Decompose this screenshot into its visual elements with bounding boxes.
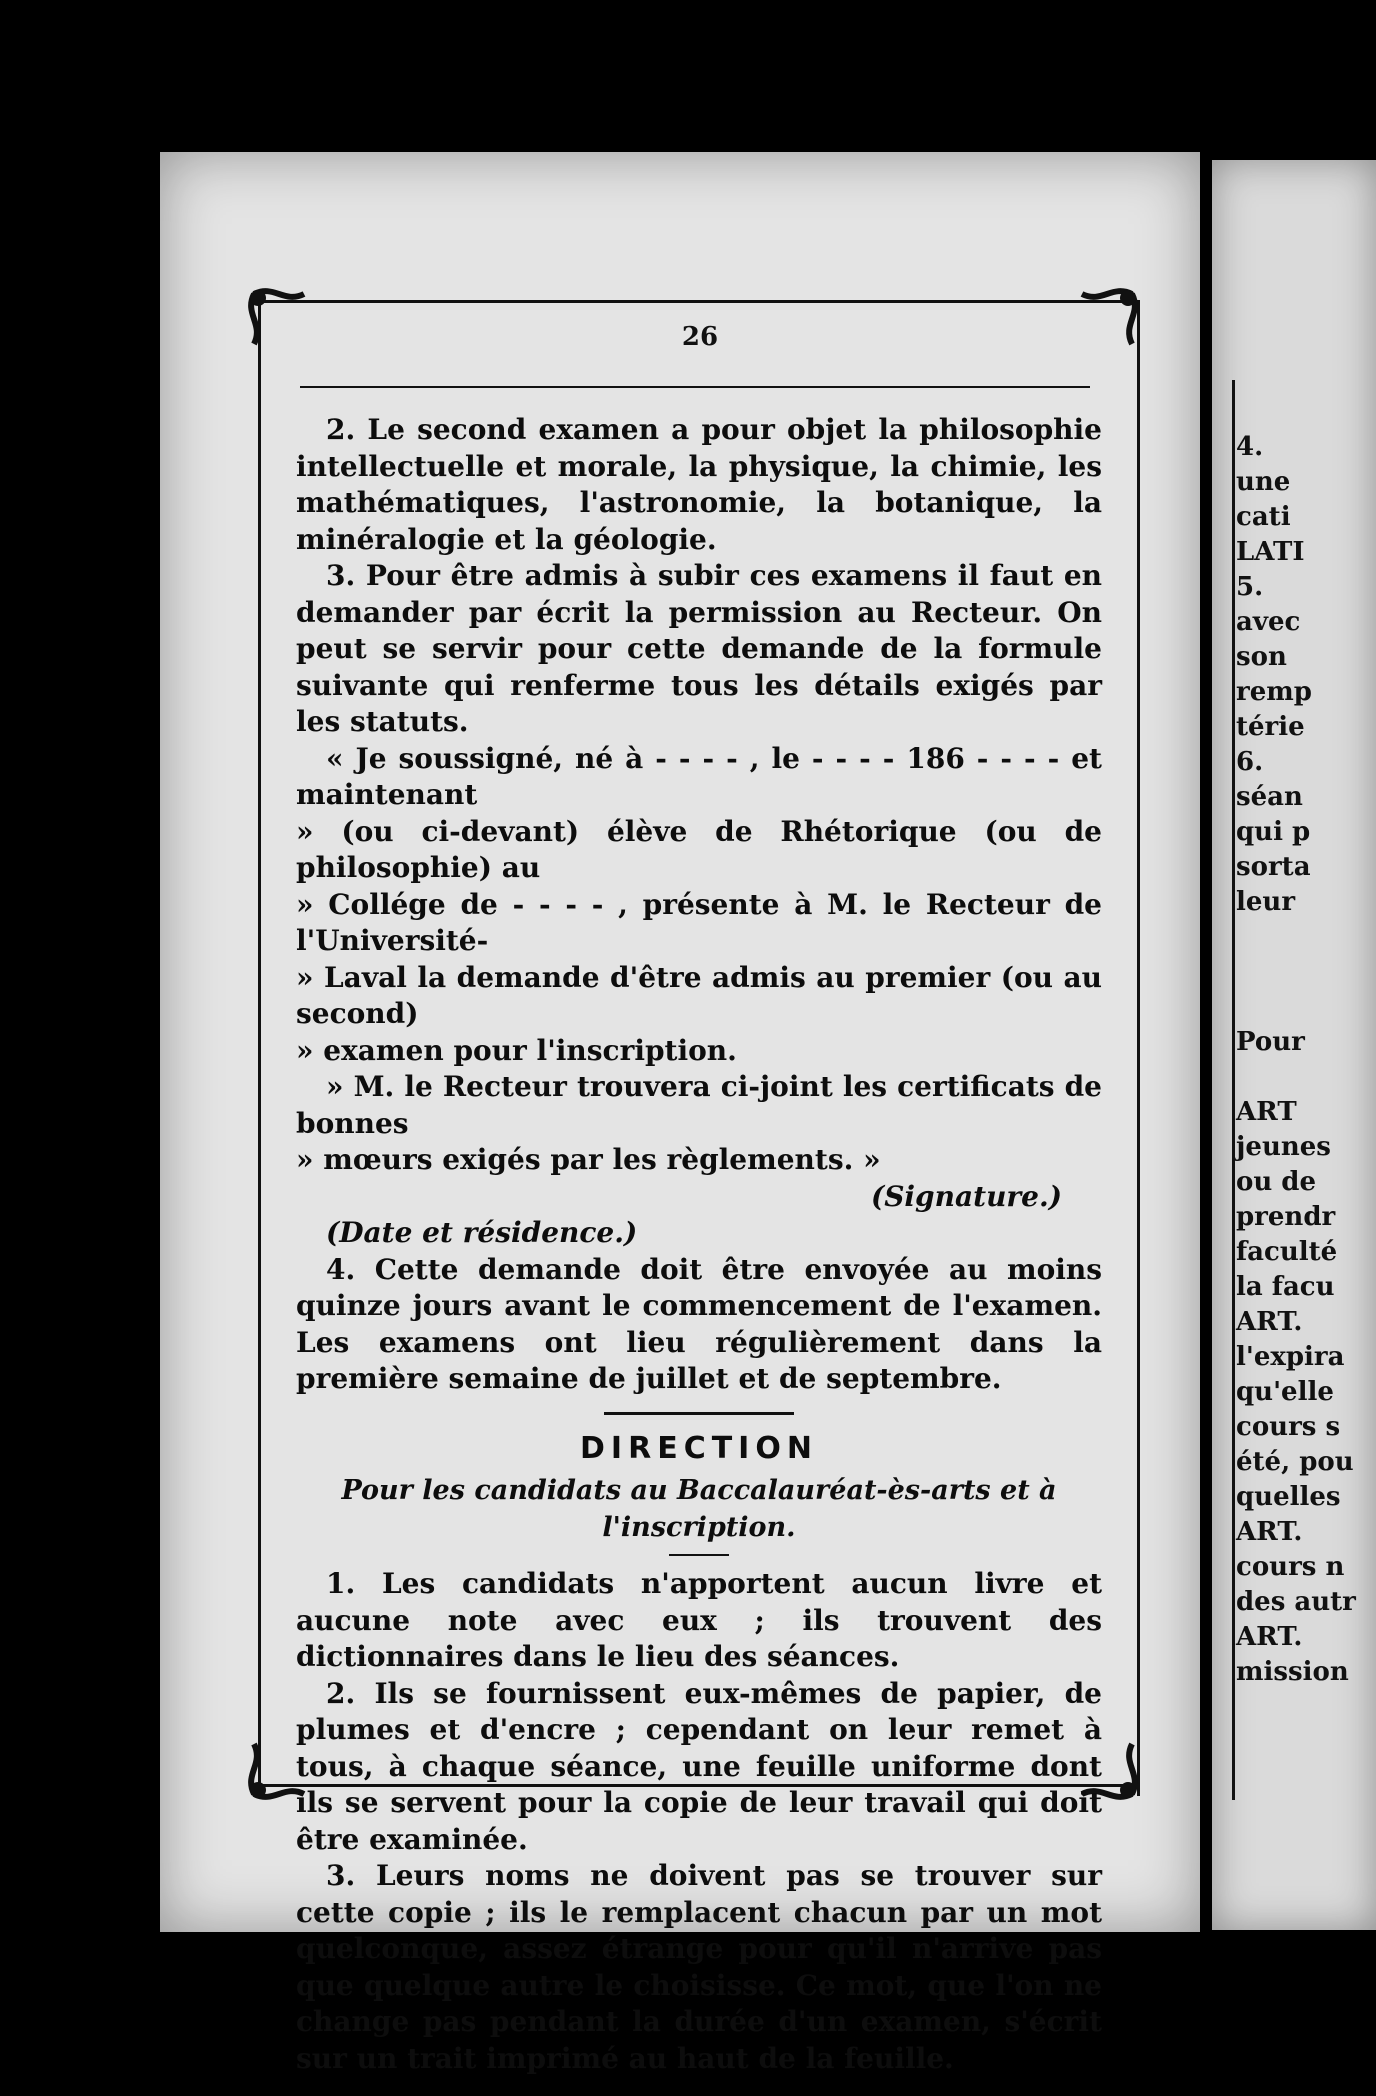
right-page-fragment [1236, 920, 1376, 955]
right-page-fragment: cours s [1236, 1412, 1341, 1442]
direction-item: 1. Les candidats n'apportent aucun livre et aucune note avec eux ; ils trouvent des dictionnaires dans le lieu des séances. [296, 1567, 1102, 1673]
right-page-fragment: ART [1236, 1097, 1297, 1127]
right-page-fragment: Pour [1236, 1027, 1305, 1057]
right-page-fragment [1236, 955, 1376, 990]
corner-ornament-icon [244, 284, 324, 364]
right-page [1212, 160, 1376, 1930]
right-page-fragment: 4. [1236, 432, 1264, 462]
paragraph-3: 3. Pour être admis à subir ces examens il faut en demander par écrit la permission au Recteur. On peut se servir pour cette demande de la formule suivante qui renferme tous les détails exigés par les statuts. [296, 559, 1102, 738]
right-page-fragment: son [1236, 642, 1287, 672]
right-page-fragment: térie [1236, 712, 1305, 742]
right-page-fragment: une [1236, 467, 1291, 497]
formula-line: » examen pour l'inscription. [296, 1033, 737, 1067]
paragraph-4: 4. Cette demande doit être envoyée au moins quinze jours avant le commencement de l'examen. Les examens ont lieu régulièrement dans la première semaine de juillet et de septembre. [296, 1252, 1102, 1395]
right-page-fragment [1236, 1060, 1376, 1095]
date-residence-label: (Date et résidence.) [326, 1216, 638, 1249]
right-page-fragment: ART. [1236, 1622, 1303, 1652]
direction-item: 3. Leurs noms ne doivent pas se trouver sur cette copie ; ils le remplacent chacun par un mot quelconque, assez étrange pour qu'il n'arrive pas que quelque autre le choisisse. Ce mot, que l'on ne change pas pendant la durée d'un examen, s'écrit sur un trait imprimé au haut de la feuille. [296, 1859, 1102, 2075]
corner-ornament-icon [1062, 284, 1142, 364]
right-page-fragment: séan [1236, 782, 1303, 812]
right-page-fragment: la facu [1236, 1272, 1335, 1302]
right-page-fragment: cours n [1236, 1552, 1345, 1582]
formula-line: » M. le Recteur trouvera ci-joint les certificats de bonnes [296, 1070, 1102, 1140]
right-page-fragment: LATI [1236, 537, 1305, 567]
right-page-fragment: quelles [1236, 1482, 1341, 1512]
section-subtitle: Pour les candidats au Baccalauréat-ès-arts et à l'inscription. [341, 1475, 1057, 1543]
page-body [296, 412, 1102, 2077]
right-page-fragment: faculté [1236, 1237, 1338, 1267]
right-page-fragment: ou de [1236, 1167, 1317, 1197]
right-page-fragment [1236, 990, 1376, 1025]
right-page-fragment: leur [1236, 887, 1296, 917]
right-page-fragment: été, pou [1236, 1447, 1354, 1477]
formula-line: » (ou ci-devant) élève de Rhétorique (ou de philosophie) au [296, 814, 1102, 884]
paragraph-2: 2. Le second examen a pour objet la philosophie intellectuelle et morale, la physique, la chimie, les mathématiques, l'astronomie, la botanique, la minéralogie et la géologie. [296, 413, 1102, 556]
right-page-fragment: 5. [1236, 572, 1264, 602]
section-title: DIRECTION [580, 1430, 818, 1466]
right-page-fragment: ART. [1236, 1307, 1303, 1337]
right-page-fragment: qu'elle [1236, 1377, 1334, 1407]
header-rule [300, 386, 1090, 388]
right-page-fragment: cati [1236, 502, 1291, 532]
right-page-fragment: l'expira [1236, 1342, 1345, 1372]
right-page-fragment: prendr [1236, 1202, 1336, 1232]
right-page-fragment: 6. [1236, 747, 1264, 777]
right-page-fragment: jeunes [1236, 1132, 1331, 1162]
right-page-fragment: sorta [1236, 852, 1311, 882]
page-number: 26 [681, 322, 719, 352]
frame-top-rule [258, 300, 1140, 303]
signature-label: (Signature.) [870, 1179, 1062, 1213]
right-page-fragment: ART. [1236, 1517, 1303, 1547]
direction-item: 2. Ils se fournissent eux-mêmes de papier, de plumes et d'encre ; cependant on leur remet à tous, à chaque séance, une feuille uniforme dont ils se servent pour la copie de leur travail qui doit être examinée. [296, 1676, 1102, 1856]
right-page-fragment: qui p [1236, 817, 1311, 847]
formula-line: » mœurs exigés par les règlements. » [296, 1143, 881, 1176]
formula-line: » Laval la demande d'être admis au premier (ou au second) [296, 960, 1102, 1030]
formula-line: » Collége de - - - - , présente à M. le Recteur de l'Université- [296, 887, 1102, 957]
right-page-fragment: mission [1236, 1657, 1349, 1687]
right-page-fragment: avec [1236, 607, 1301, 637]
right-page-text [1236, 430, 1376, 1690]
right-page-fragment: des autr [1236, 1587, 1356, 1617]
formula-line: « Je soussigné, né à - - - - , le - - - - 186 - - - - et maintenant [296, 741, 1102, 811]
section-divider [604, 1412, 794, 1415]
right-page-fragment: remp [1236, 677, 1312, 707]
subtitle-divider [669, 1554, 729, 1556]
